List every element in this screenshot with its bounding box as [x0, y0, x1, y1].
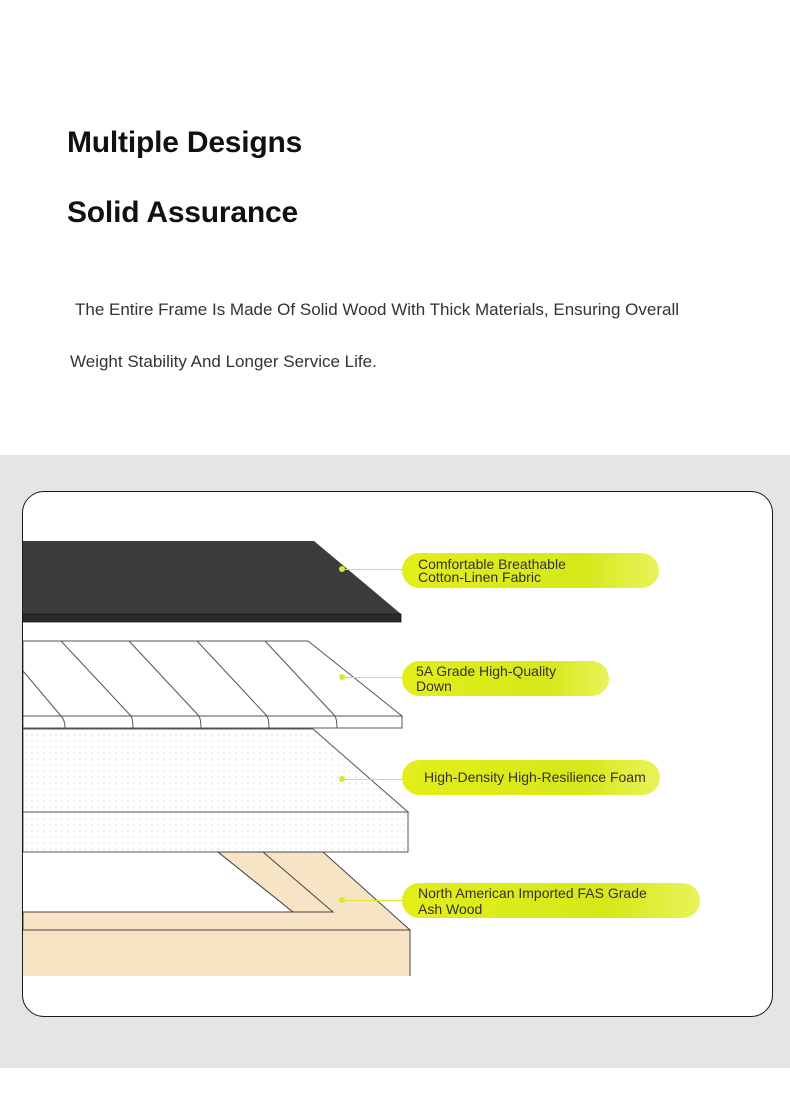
down-connector	[345, 677, 403, 678]
description-line-2: Weight Stability And Longer Service Life.	[70, 352, 377, 371]
fabric-label-line-2: Cotton-Linen Fabric	[418, 568, 541, 585]
wood-label	[402, 883, 700, 918]
layer-illustration	[23, 492, 772, 1016]
fabric-connector	[345, 569, 403, 570]
down-label-line-2: Down	[416, 677, 452, 694]
down-label	[402, 661, 609, 696]
down-layer-graphic	[23, 641, 402, 728]
wood-connector	[345, 900, 403, 901]
fabric-label-line-1: Comfortable Breathable	[418, 555, 566, 572]
foam-connector	[345, 779, 403, 780]
foam-label-line-1: High-Density High-Resilience Foam	[424, 769, 646, 785]
foam-label	[402, 760, 660, 795]
down-label-line-1: 5A Grade High-Quality	[416, 662, 557, 679]
fabric-layer-graphic	[23, 541, 401, 622]
title-line-1: Multiple Designs	[67, 126, 303, 159]
layer-diagram-card	[22, 491, 773, 1017]
title-line-2: Solid Assurance	[67, 196, 298, 229]
foam-layer-graphic	[23, 729, 408, 852]
wood-label-line-1: North American Imported FAS Grade	[418, 884, 647, 901]
fabric-label	[402, 553, 659, 588]
description-line-1: The Entire Frame Is Made Of Solid Wood With Thick Materials, Ensuring Overall	[75, 300, 680, 319]
wood-layer-graphic	[23, 852, 410, 976]
wood-label-line-2: Ash Wood	[418, 900, 483, 917]
